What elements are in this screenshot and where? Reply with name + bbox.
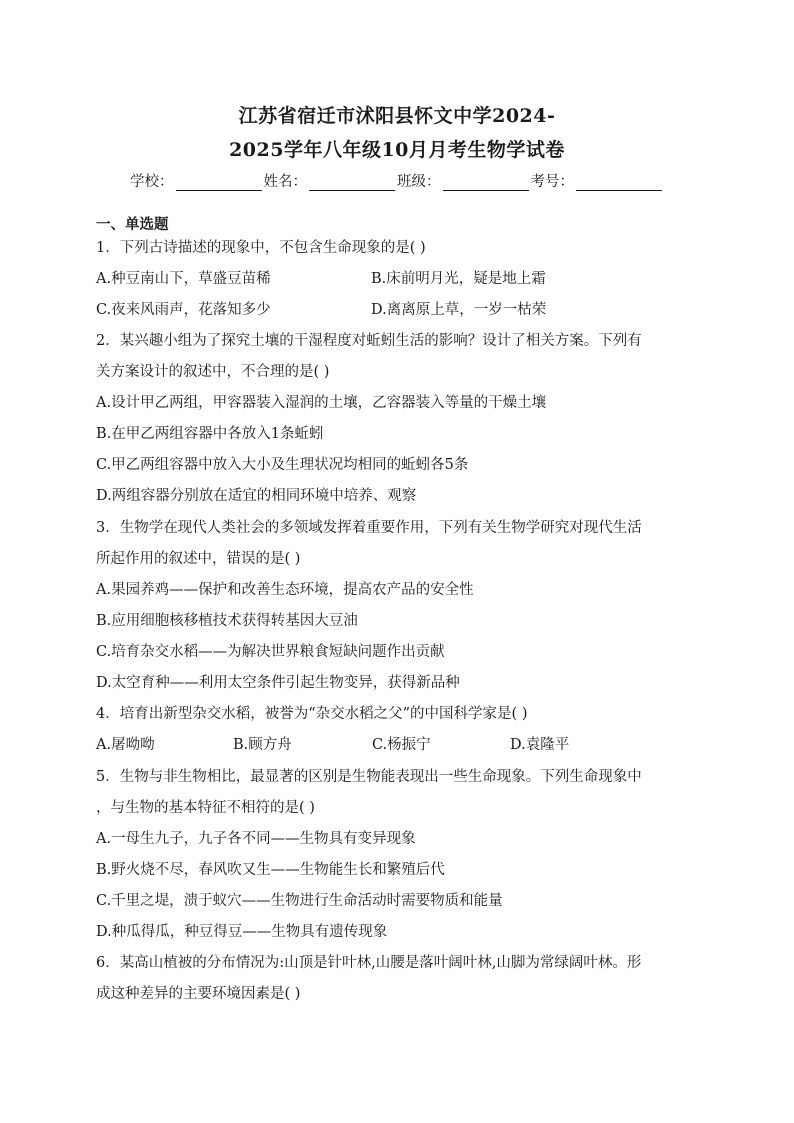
- question-5-option-d: D.种瓜得瓜，种豆得豆——生物具有遗传现象: [96, 924, 388, 940]
- student-info-row: [0, 170, 794, 191]
- question-4-stem: 4．培育出新型杂交水稻，被誉为“杂交水稻之父”的中国科学家是( ): [96, 706, 528, 722]
- question-4-option-a: A.屠呦呦: [96, 737, 155, 753]
- question-2-option-a: A.设计甲乙两组，甲容器装入湿润的土壤，乙容器装入等量的干燥土壤: [96, 395, 547, 411]
- question-1-option-a: A.种豆南山下，草盛豆苗稀: [96, 271, 271, 287]
- question-3-stem-line-2: 所起作用的叙述中，错误的是( ): [96, 551, 301, 567]
- question-4-option-b: B.顾方舟: [233, 737, 292, 753]
- question-3-stem-line-1: 3．生物学在现代人类社会的多领域发挥着重要作用，下列有关生物学研究对现代生活: [96, 520, 642, 536]
- name-field: [264, 170, 398, 191]
- name-blank: [309, 173, 395, 191]
- question-5-stem-line-1: 5．生物与非生物相比，最显著的区别是生物能表现出一些生命现象。下列生命现象中: [96, 769, 642, 785]
- question-1-option-c: C.夜来风雨声，花落知多少: [96, 302, 271, 318]
- school-field: [130, 170, 264, 191]
- class-blank: [443, 173, 529, 191]
- question-1-stem: 1．下列古诗描述的现象中，不包含生命现象的是( ): [96, 240, 426, 256]
- school-blank: [176, 173, 262, 191]
- exam-title-line-1: 江苏省宿迁市沭阳县怀文中学2024-: [238, 105, 556, 127]
- question-4-option-d: D.袁隆平: [510, 737, 570, 753]
- question-2-stem-line-1: 2．某兴趣小组为了探究土壤的干湿程度对蚯蚓生活的影响？设计了相关方案。下列有: [96, 333, 642, 349]
- question-4-option-c: C.杨振宁: [372, 737, 431, 753]
- question-3-option-a: A.果园养鸡——保护和改善生态环境，提高农产品的安全性: [96, 582, 474, 598]
- question-6-stem-line-1: 6．某高山植被的分布情况为:山顶是针叶林,山腰是落叶阔叶林,山脚为常绿阔叶林。形: [96, 955, 642, 971]
- question-3-option-b: B.应用细胞核移植技术获得转基因大豆油: [96, 613, 358, 629]
- question-2-option-c: C.甲乙两组容器中放入大小及生理状况均相同的蚯蚓各5条: [96, 457, 469, 473]
- number-blank: [576, 173, 662, 191]
- question-1-option-b: B.床前明月光，疑是地上霜: [371, 271, 546, 287]
- question-3-option-c: C.培育杂交水稻——为解决世界粮食短缺问题作出贡献: [96, 644, 445, 660]
- class-field: [397, 170, 531, 191]
- question-5-stem-line-2: ，与生物的基本特征不相符的是( ): [96, 800, 315, 816]
- question-5-option-b: B.野火烧不尽，春风吹又生——生物能生长和繁殖后代: [96, 862, 445, 878]
- number-label: 考号：: [530, 174, 574, 190]
- question-3-option-d: D.太空育种——利用太空条件引起生物变异，获得新品种: [96, 675, 460, 691]
- question-2-stem-line-2: 关方案设计的叙述中，不合理的是( ): [96, 364, 330, 380]
- exam-title-line-2: 2025学年八年级10月月考生物学试卷: [229, 139, 565, 161]
- question-5-option-c: C.千里之堤，溃于蚁穴——生物进行生命活动时需要物质和能量: [96, 893, 503, 909]
- question-2-option-d: D.两组容器分别放在适宜的相同环境中培养、观察: [96, 488, 417, 504]
- section-heading: 一、单选题: [96, 216, 169, 233]
- question-2-option-b: B.在甲乙两组容器中各放入1条蚯蚓: [96, 426, 324, 442]
- class-label: 班级：: [397, 174, 441, 190]
- question-1-option-d: D.离离原上草，一岁一枯荣: [371, 302, 547, 318]
- school-label: 学校：: [130, 174, 174, 190]
- question-1-options-row-1: [96, 269, 271, 289]
- question-5-option-a: A.一母生九子，九子各不同——生物具有变异现象: [96, 831, 416, 847]
- name-label: 姓名：: [263, 174, 307, 190]
- number-field: [531, 170, 665, 191]
- question-6-stem-line-2: 成这种差异的主要环境因素是( ): [96, 986, 301, 1002]
